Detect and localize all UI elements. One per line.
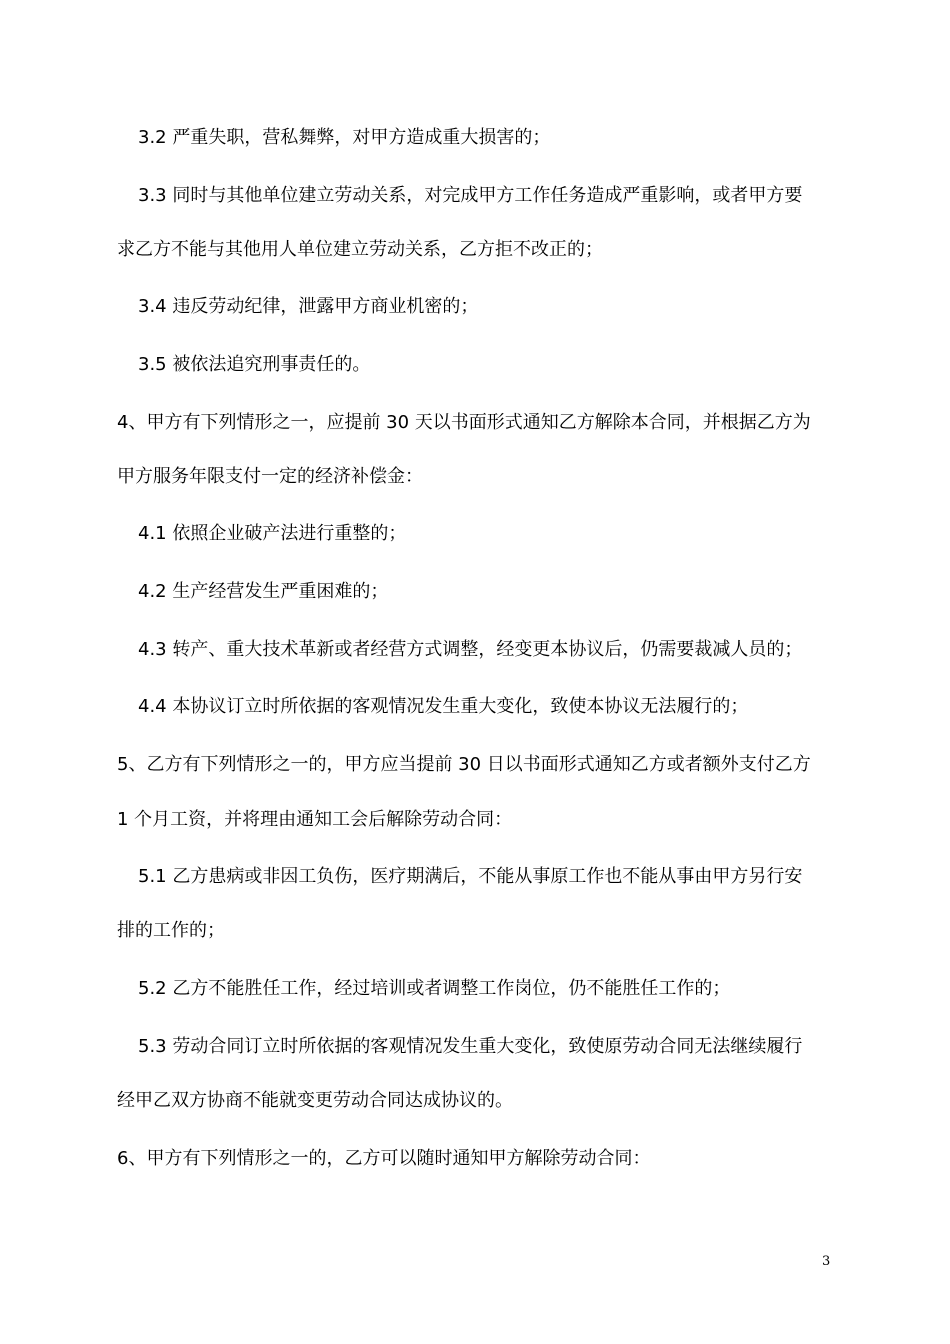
page-number: 3 [822, 1254, 831, 1269]
text-line: 排的工作的； [117, 920, 225, 941]
text-line: 4.3 转产、重大技术革新或者经营方式调整，经变更本协议后，仍需要裁减人员的； [138, 639, 803, 660]
text-line: 3.2 严重失职，营私舞弊，对甲方造成重大损害的； [138, 127, 551, 148]
text-line: 6、甲方有下列情形之一的，乙方可以随时通知甲方解除劳动合同： [117, 1148, 651, 1169]
text-line: 4.2 生产经营发生严重困难的； [138, 581, 389, 602]
text-line: 3.5 被依法追究刑事责任的。 [138, 354, 371, 375]
text-line: 求乙方不能与其他用人单位建立劳动关系，乙方拒不改正的； [117, 239, 603, 260]
text-line: 3.3 同时与其他单位建立劳动关系，对完成甲方工作任务造成严重影响，或者甲方要 [138, 185, 803, 206]
text-line: 4.4 本协议订立时所依据的客观情况发生重大变化，致使本协议无法履行的； [138, 696, 749, 717]
text-line: 5.1 乙方患病或非因工负伤，医疗期满后，不能从事原工作也不能从事由甲方另行安 [138, 866, 803, 887]
text-line: 经甲乙双方协商不能就变更劳动合同达成协议的。 [117, 1090, 513, 1111]
text-line: 5、乙方有下列情形之一的，甲方应当提前 30 日以书面形式通知乙方或者额外支付乙方 [117, 754, 811, 775]
text-line: 4、甲方有下列情形之一，应提前 30 天以书面形式通知乙方解除本合同，并根据乙方为 [117, 412, 811, 433]
text-line: 甲方服务年限支付一定的经济补偿金： [117, 466, 423, 487]
text-line: 5.2 乙方不能胜任工作，经过培训或者调整工作岗位，仍不能胜任工作的； [138, 978, 731, 999]
text-line: 3.4 违反劳动纪律，泄露甲方商业机密的； [138, 296, 479, 317]
text-line: 5.3 劳动合同订立时所依据的客观情况发生重大变化，致使原劳动合同无法继续履行 [138, 1036, 803, 1057]
text-line: 4.1 依照企业破产法进行重整的； [138, 523, 407, 544]
text-line: 1 个月工资，并将理由通知工会后解除劳动合同： [117, 809, 513, 830]
